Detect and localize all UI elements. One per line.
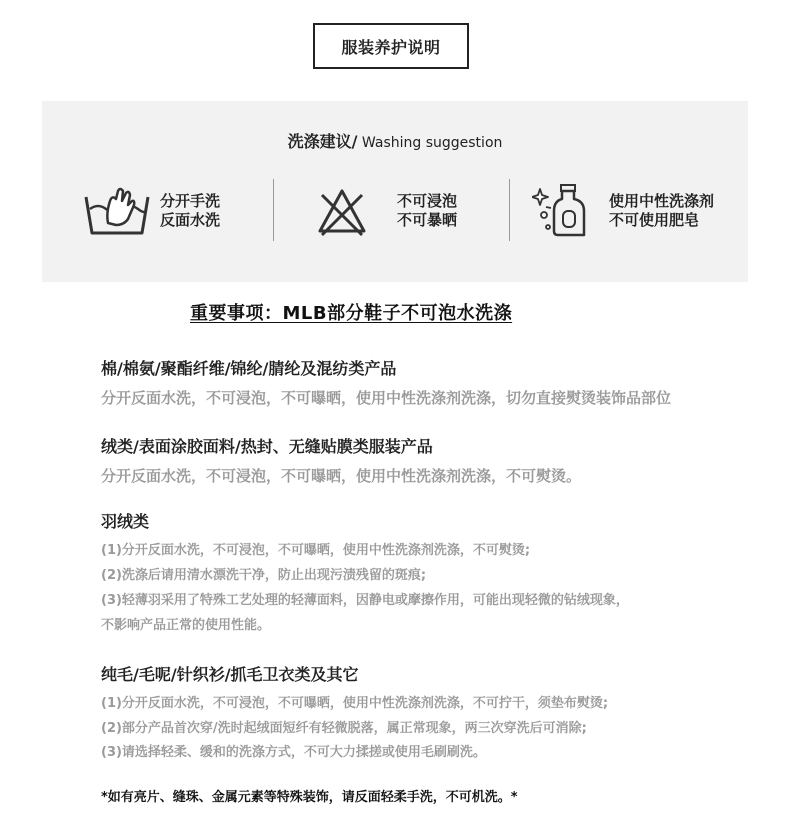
- section-title: 纯毛/毛呢/针织衫/抓毛卫衣类及其它: [101, 665, 359, 684]
- care-line-2: 不可使用肥皂: [609, 211, 700, 229]
- section-title: 羽绒类: [101, 512, 150, 531]
- washing-heading-en: Washing suggestion: [357, 135, 503, 151]
- care-line-2: 反面水洗: [160, 211, 221, 229]
- section-line: (3)请选择轻柔、缓和的洗涤方式，不可大力揉搓或使用毛刷刷洗。: [101, 745, 486, 760]
- care-line-1: 使用中性洗涤剂: [609, 192, 715, 210]
- section-line: (2)洗涤后请用清水漂洗干净，防止出现污渍残留的斑痕;: [101, 568, 427, 583]
- page-title: 服装养护说明: [313, 23, 469, 69]
- care-item-detergent: [529, 179, 714, 243]
- care-line-1: 不可浸泡: [397, 192, 458, 210]
- divider: [273, 179, 274, 241]
- care-item-label: [397, 192, 457, 230]
- footnote: *如有亮片、缝珠、金属元素等特殊装饰，请反面轻柔手洗，不可机洗。*: [101, 790, 518, 805]
- care-item-no-soak: [307, 179, 457, 243]
- washing-suggestion-panel: [42, 101, 748, 282]
- section-line: (2)部分产品首次穿/洗时起绒面短纤有轻微脱落，属正常现象，两三次穿洗后可消除;: [101, 721, 587, 736]
- washing-heading: [42, 129, 748, 152]
- care-item-hand-wash: [82, 179, 220, 243]
- section-line: 不影响产品正常的使用性能。: [101, 618, 271, 633]
- section-title: 棉/棉氨/聚酯纤维/锦纶/腈纶及混纺类产品: [101, 359, 397, 378]
- divider: [509, 179, 510, 241]
- care-item-label: [609, 192, 714, 230]
- section-line: (3)轻薄羽采用了特殊工艺处理的轻薄面料，因静电或摩擦作用，可能出现轻微的钻绒现象，: [101, 593, 629, 608]
- detergent-bottle-icon: [529, 181, 599, 241]
- section-desc: 分开反面水洗，不可浸泡，不可曝晒，使用中性洗涤剂洗涤，不可熨烫。: [101, 467, 582, 485]
- section-line: (1)分开反面水洗，不可浸泡，不可曝晒，使用中性洗涤剂洗涤，不可熨烫;: [101, 543, 531, 558]
- care-line-1: 分开手洗: [160, 192, 221, 210]
- section-desc: 分开反面水洗，不可浸泡，不可曝晒，使用中性洗涤剂洗涤，切勿直接熨烫装饰品部位: [101, 389, 672, 407]
- no-bleach-icon: [307, 181, 377, 241]
- hand-wash-icon: [82, 181, 152, 241]
- care-item-label: [160, 192, 220, 230]
- section-title: 绒类/表面涂胶面料/热封、无缝贴膜类服装产品: [101, 437, 433, 456]
- important-notice: 重要事项：MLB部分鞋子不可泡水洗涤: [190, 303, 513, 324]
- section-line: (1)分开反面水洗，不可浸泡，不可曝晒，使用中性洗涤剂洗涤，不可拧干，须垫布熨烫;: [101, 696, 609, 711]
- washing-heading-cn: 洗涤建议/: [287, 132, 358, 151]
- care-line-2: 不可暴晒: [397, 211, 458, 229]
